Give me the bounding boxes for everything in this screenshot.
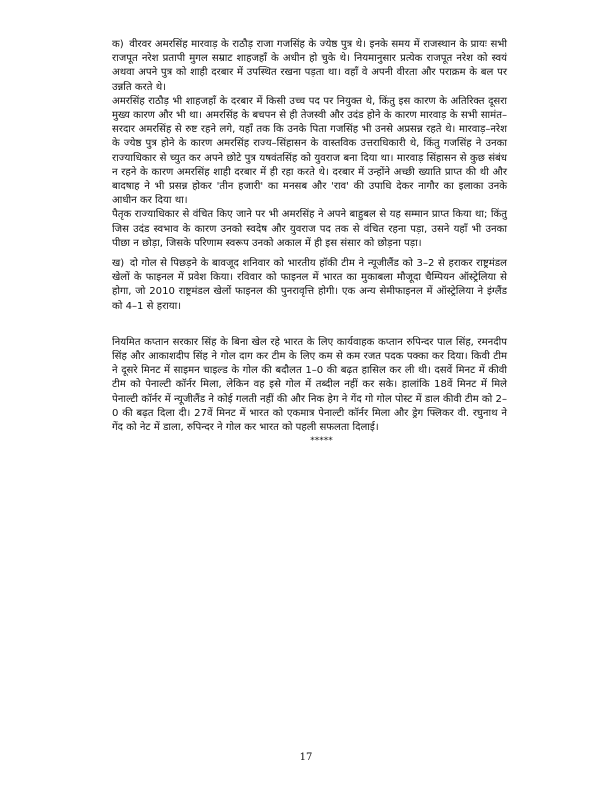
- section-b-label: ख): [112, 258, 125, 270]
- section-a-text-1: वीरवर अमरसिंह मारवाड़ के राठौड़ राजा गजसिंह के ज्येष्ठ पुत्र थे। इनके समय में राजस्थान के प्रायः सभी राजपूत नरेश प्रतापी मुगल सम्राट शाहजहाँ के अधीन हो चुके थे। नियमानुसार प्रत्येक राजपूत नरेश को स्वयं अथवा अपने पुत्र को शाही दरबार में उपस्थित रखना पड़ता था। वहाँ वे अपनी वीरता और पराक्रम के बल पर उन्नति करते थे।: [112, 39, 507, 93]
- document-body: [112, 38, 507, 447]
- section-b-text: दो गोल से पिछड़ने के बावजूद शनिवार को भारतीय हॉकी टीम ने न्यूजीलैंड को 3–2 से हराकर राष्ट्रमंडल खेलों के फाइनल में प्रवेश किया। रविवार को फाइनल में भारत का मुकाबला मौजूदा चैम्पियन ऑस्ट्रेलिया से होगा, जो 2010 राष्ट्रमंडल खेलों फाइनल की पुनरावृत्ति होगी। एक अन्य सेमीफाइनल में ऑस्ट्रेलिया ने इंग्लैंड को 4–1 से हराया।: [112, 258, 507, 312]
- page-number: 17: [299, 752, 313, 763]
- end-marker: *****: [310, 436, 333, 447]
- section-a-paragraph-2: अमरसिंह राठौड़ भी शाहजहाँ के दरबार में किसी उच्च पद पर नियुक्त थे, किंतु इस कारण के अतिरिक्त दूसरा मुख्य कारण और भी था। अमरसिंह के बचपन से ही तेजस्वी और उदंड होने के कारण मारवाड़ के सभी सामंत–सरदार अमरसिंह से रुष्ट रहने लगे, यहाँ तक कि उनके पिता गजसिंह भी उनसे अप्रसन्न रहते थे। मारवाड़–नरेश के ज्येष्ठ पुत्र होने के कारण अमरसिंह राज्य–सिंहासन के वास्तविक उत्तराधिकारी थे, किंतु गजसिंह ने उनका राज्याधिकार से च्युत कर अपने छोटे पुत्र यषवंतसिंह को युवराज बना दिया था। मारवाड़ सिंहासन से कुछ संबंध न रहने के कारण अमरसिंह शाही दरबार में ही रहा करते थे। दरबार में उन्होंने अच्छी ख्याति प्राप्त की थी और बादषाह ने भी प्रसन्न होकर 'तीन हजारी' का मनसब और 'राव' की उपाधि देकर नागौर का इलाका उनके आधीन कर दिया था।: [112, 95, 507, 207]
- section-a-label: क): [112, 39, 124, 50]
- spacer: [112, 314, 507, 336]
- section-a-paragraph-1: [112, 38, 507, 95]
- section-c-paragraph: नियमित कप्तान सरकार सिंह के बिना खेल रहे भारत के लिए कार्यवाहक कप्तान रुपिन्दर पाल सिंह, रमनदीप सिंह और आकाशदीप सिंह ने गोल दाग कर टीम के लिए कम से कम रजत पदक पक्का कर दिया। किवी टीम ने दूसरे मिनट में साइमन चाइल्ड के गोल की बदौलत 1–0 की बढ़त हासिल कर ली थी। दसवें मिनट में कीवी टीम को पेनाल्टी कॉर्नर मिला, लेकिन वह इसे गोल में तब्दील नहीं कर सके। हालांकि 18वें मिनट में मिले पेनाल्टी कॉर्नर में न्यूजीलैंड ने कोई गलती नहीं की और निक हेग ने गेंद गो गोल पोस्ट में डाल कीवी टीम को 2–0 की बढ़त दिला दी। 27वें मिनट में भारत को एकमात्र पेनाल्टी कॉर्नर मिला और ड्रेग फ्लिकर वी. रघुनाथ ने गेंद को नेट में डाला, रुपिन्दर ने गोल कर भारत को पहली सफलता दिलाई।: [112, 336, 507, 434]
- section-a-paragraph-3: पैतृक राज्याधिकार से वंचित किए जाने पर भी अमरसिंह ने अपने बाहुबल से यह सम्मान प्राप्त किया था; किंतु जिस उदंड स्वभाव के कारण उनको स्वदेष और युवराज पद तक से वंचित रहना पड़ा, उसने यहाँ भी उनका पीछा न छोड़ा, जिसके परिणाम स्वरूप उनको अकाल में ही इस संसार को छोड़ना पड़ा।: [112, 209, 507, 249]
- section-b-paragraph: [112, 257, 507, 314]
